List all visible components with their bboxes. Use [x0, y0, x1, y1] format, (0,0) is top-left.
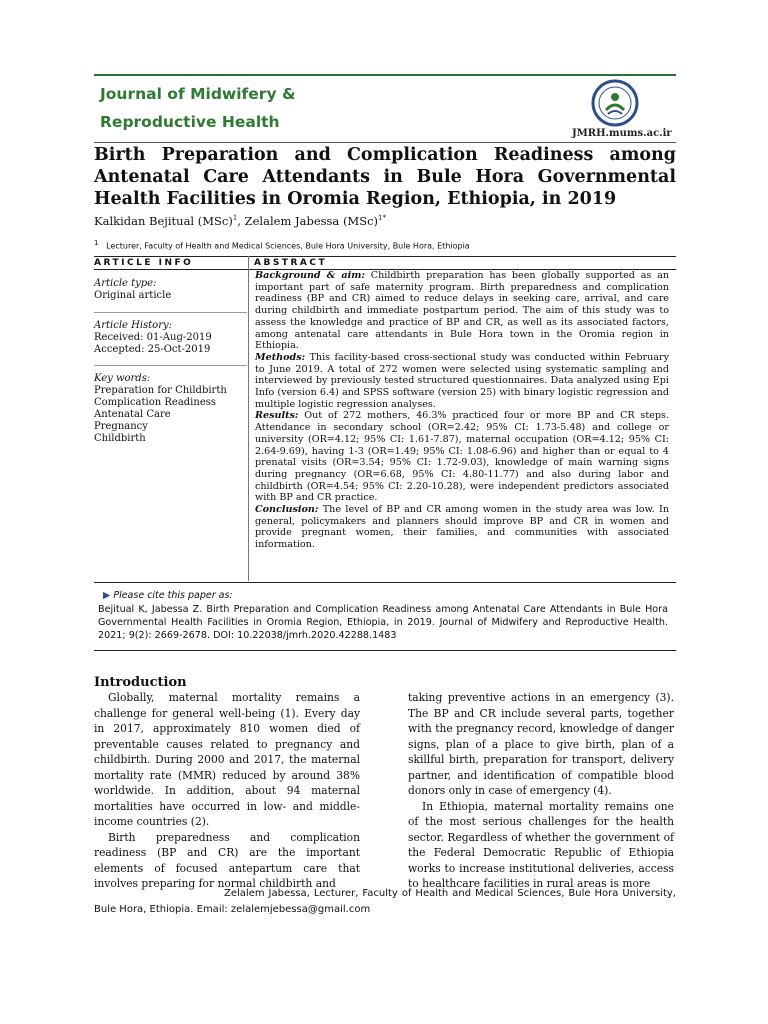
abstract-bottom-rule: [94, 582, 676, 583]
keyword-item: Pregnancy: [94, 421, 148, 432]
paragraph: Globally, maternal mortality remains a challenge for general well-being (1). Every day in 2017, approximately 810 women died of preventable causes related to pregnancy and childbirth. During 2000 and 2017, the maternal mortality rate (MMR) reduced by around 38% worldwide. In addition, about 94 maternal mortalities have occurred in low- and middle-income countries (2).: [94, 691, 360, 828]
introduction-right-column: [408, 690, 674, 892]
abstract-conclusion-text: The level of BP and CR among women in the study area was low. In general, policymakers and planners should improve BP and CR in women and provide pregnant women, their families, and communities with associated information.: [255, 504, 669, 551]
introduction-heading: Introduction: [94, 675, 187, 690]
affiliation-text: Lecturer, Faculty of Health and Medical Sciences, Bule Hora University, Bule Hora, Ethiopia: [106, 241, 470, 251]
author-2: Zelalem Jabessa (MSc): [244, 214, 379, 228]
author-1: Kalkidan Bejitual (MSc): [94, 214, 233, 228]
abstract-results-text: Out of 272 mothers, 46.3% practiced four or more BP and CR steps. Attendance in secondary school (OR=2.42; 95% CI: 1.73-5.48) and college or university (OR=4.12; 95% CI: 1.61-7.87), maternal occupation (OR=4.12; 95% CI: 2.64-9.69), having 1-3 (OR=1.49; 95% CI: 1.08-6.96) and higher than or equal to 4 prenatal visits (OR=3.54; 95% CI: 1.72-9.03), knowledge of main warning signs during pregnancy (OR=6.68, 95% CI: 4.80-11.77) and also during labor and childbirth (OR=4.54; 95% CI: 2.20-10.28), were independent predictors associated with BP and CR practice.: [255, 410, 669, 504]
header-bottom-rule: [94, 142, 676, 143]
abstract-results-heading: Results:: [255, 410, 299, 422]
keyword-item: Preparation for Childbirth: [94, 385, 227, 396]
abstract-methods-text: This facility-based cross-sectional study was conducted within February to June 2019. A total of 272 women were selected using systematic sampling and interviewed by previously tested structured questionnaires. Data analyzed using Epi Info (version 6.4) and SPSS software (version 25) with binary logistic regression and multiple logistic regression analyses.: [255, 351, 669, 410]
article-type-label: Article type:: [94, 278, 157, 289]
author-separator: ,: [237, 214, 245, 228]
abstract-conclusion: [255, 504, 669, 551]
citation-bottom-rule: [94, 650, 676, 651]
info-divider: [94, 365, 247, 366]
article-history-label: Article History:: [94, 320, 173, 331]
triangle-right-icon: ▶: [103, 590, 111, 601]
journal-logo-icon: [586, 78, 644, 128]
footnote-text: Zelalem Jabessa, Lecturer, Faculty of Health and Medical Sciences, Bule Hora University, Bule Hora, Ethiopia. Email: zelalemjebessa@gmail.com: [94, 888, 676, 915]
info-divider: [94, 312, 247, 313]
author-2-affil: 1*: [378, 214, 386, 223]
info-column-divider: [248, 256, 249, 581]
abstract-background-heading: Background & aim:: [255, 270, 365, 281]
journal-name-line1: Journal of Midwifery &: [100, 85, 296, 103]
received-date: Received: 01-Aug-2019: [94, 332, 212, 343]
keyword-item: Childbirth: [94, 433, 146, 444]
abstract-methods-heading: Methods:: [255, 351, 306, 363]
affiliation-number: 1: [94, 239, 99, 247]
journal-name: [100, 80, 295, 136]
article-history-block: [94, 320, 244, 356]
corresponding-author-footnote: [94, 886, 676, 918]
abstract-background: [255, 270, 669, 352]
header-top-rule: [94, 74, 676, 76]
abstract-conclusion-heading: Conclusion:: [255, 504, 319, 516]
keywords-block: [94, 373, 244, 445]
accepted-date: Accepted: 25-Oct-2019: [94, 344, 211, 355]
paragraph: In Ethiopia, maternal mortality remains one of the most serious challenges for the health sector. Regardless of whether the government of the Federal Democratic Republic of Ethiopia works to increase institutional deliveries, access to healthcare facilities in rural areas is more: [408, 799, 674, 890]
keyword-item: Complication Readiness: [94, 397, 217, 408]
author-list: [94, 214, 386, 228]
citation-text: Bejitual K, Jabessa Z. Birth Preparation and Complication Readiness among Antenatal Care Attendants in Bule Hora Governmental Health Facilities in Oromia Region, Ethiopia, in 2019. Journal of Midwifery and Reproductive Health. 2021; 9(2): 2669-2678. DOI: 10.22038/jmrh.2020.42288.1483: [98, 604, 668, 641]
abstract-label: ABSTRACT: [254, 258, 328, 268]
journal-url[interactable]: JMRH.mums.ac.ir: [572, 128, 672, 139]
article-info-header: [94, 256, 676, 270]
article-type-block: [94, 278, 244, 302]
abstract-body: [255, 270, 669, 551]
abstract-background-text: Childbirth preparation has been globally supported as an important part of safe maternity program. Birth preparedness and complication readiness (BP and CR) aimed to reduce delays in seeking care, arrival, and care during childbirth and immediate postpartum period. The aim of this study was to assess the knowledge and practice of BP and CR, as well as its associated factors, among antenatal care attendants in Bule Hora town in the Oromia region in Ethiopia.: [255, 270, 670, 352]
citation-label: Please cite this paper as: [113, 590, 230, 601]
citation-label-colon: :: [229, 590, 233, 601]
article-info-label: ARTICLE INFO: [94, 258, 194, 268]
keyword-item: Antenatal Care: [94, 409, 171, 420]
introduction-left-column: [94, 690, 360, 892]
paper-title: Birth Preparation and Complication Readiness among Antenatal Care Attendants in Bule Hora Governmental Health Facilities in Oromia Region, Ethiopia, in 2019: [94, 145, 676, 209]
paragraph: taking preventive actions in an emergency (3). The BP and CR include several parts, together with the pregnancy record, knowledge of danger signs, plan of a place to give birth, plan of a skillful birth, preparation for transport, delivery partner, and identification of compatible blood donors only in case of emergency (4).: [408, 691, 674, 797]
paragraph: Birth preparedness and complication readiness (BP and CR) are the important elements of focused antepartum care that involves preparing for normal childbirth and: [94, 830, 360, 890]
journal-name-line2: Reproductive Health: [100, 113, 280, 131]
abstract-methods: [255, 352, 669, 411]
affiliation: [94, 239, 470, 251]
author-1-affil: 1: [232, 214, 238, 223]
abstract-results: [255, 410, 669, 504]
article-type-value: Original article: [94, 290, 172, 301]
citation-heading: [103, 590, 233, 601]
keywords-label: Key words:: [94, 373, 151, 384]
